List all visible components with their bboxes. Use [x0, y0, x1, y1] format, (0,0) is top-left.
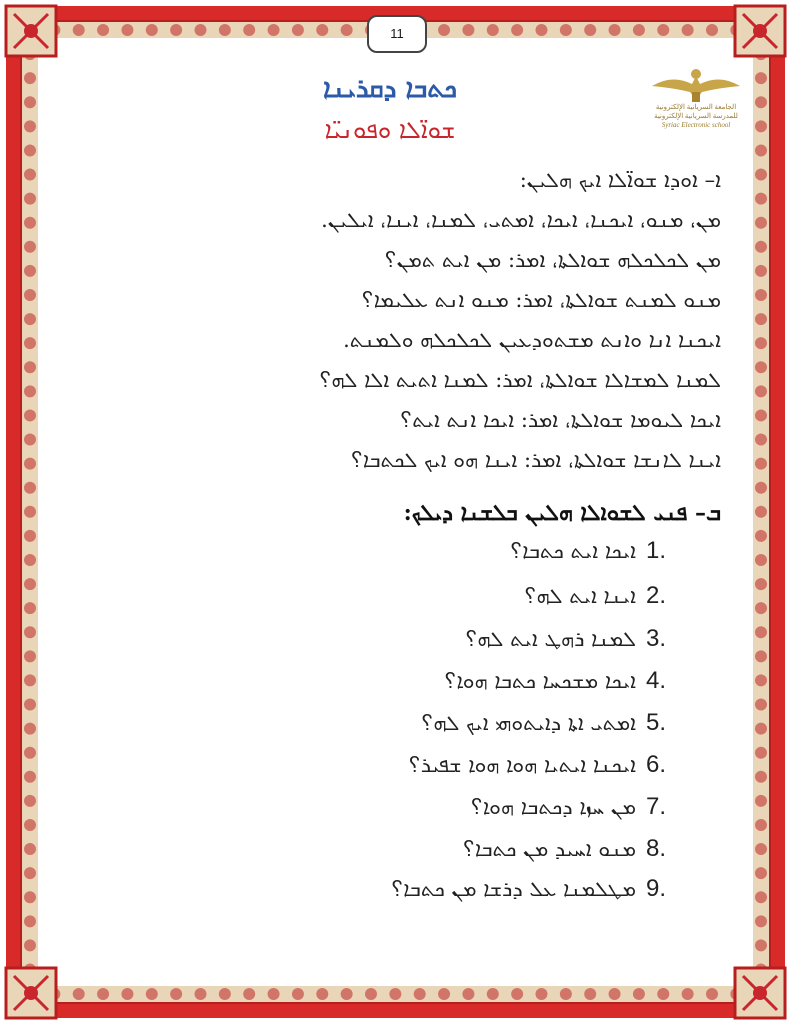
- section-a: [110, 168, 721, 498]
- text-line: ܐܝܟܢܐ ܐܢܐ ܘܐܢܬ ܡܫܬܘܕܥܝܢ ܠܟܠܟܠܗ ܘܠܡܢܬ.: [343, 328, 721, 352]
- text-line: ܐܝܟܐ ܠܝܘܡܐ ܫܘܐܠܬܐ، ܐܡܪ: ܐܝܟܐ ܐܢܬ ܐܝܬ؟: [400, 408, 721, 432]
- corner-ornament-icon: [733, 966, 787, 1020]
- question-text: ܠܡܢܐ ܪܗܛ ܐܝܬ ܠܗ؟: [465, 626, 636, 651]
- question-number: 6.: [646, 751, 667, 778]
- list-item: [392, 872, 680, 906]
- question-text: ܡܢ ܚܙܐ ܕܟܬܒܐ ܗܘܐ؟: [471, 794, 636, 819]
- question-text: ܐܝܢܐ ܐܝܬ ܠܗ؟: [524, 583, 636, 608]
- question-list: [300, 534, 680, 904]
- section-a-heading: ܐ– ܐܘܕܐ ܫܘܐ̈ܠܐ ܐܝܟ ܗܠܝܢ:: [519, 168, 721, 192]
- question-text: ܐܡܬܝ ܐܬܐ ܕܐܝܬܘܗܝ ܐܝܟ ܠܗ؟: [421, 710, 636, 735]
- list-item: [422, 706, 680, 740]
- list-item: [511, 534, 680, 568]
- page-title: ܟܬܒܐ ܕܩܪܝܢܐ: [323, 74, 457, 104]
- list-item: [445, 664, 680, 698]
- question-text: ܡܛܠܡܢܐ ܥܠ ܕܪܫܐ ܡܢ ܟܬܒܐ؟: [391, 876, 636, 901]
- list-item: [409, 748, 680, 782]
- corner-ornament-icon: [4, 4, 58, 58]
- question-number: 2.: [646, 582, 667, 609]
- page-subtitle: ܫܘܐ̈ܠܐ ܘܦܘܢܝ̈ܐ: [324, 116, 456, 144]
- section-b-heading: ܒ– ܦܢܝ ܠܫܘܐܠܐ ܗܠܝܢ ܒܠܫܢܐ ܕܝܠܟ:: [403, 500, 721, 526]
- text-line: ܡܢܘ ܠܡܢܬ ܫܘܐܠܬܐ، ܐܡܪ: ܡܢܘ ܐܢܬ ܥܠܝܡܐ؟: [362, 288, 721, 312]
- text-line: ܡܢ ܠܟܠܟܠܗ ܫܘܐܠܬܐ، ܐܡܪ: ܡܢ ܐܝܬ ܬܡܢ؟: [385, 248, 721, 272]
- question-text: ܡܢܘ ܐܚܝܕ ܡܢ ܟܬܒܐ؟: [463, 836, 636, 861]
- list-item: [471, 790, 680, 824]
- logo-english: Syriac Electronic school: [661, 121, 731, 129]
- list-item: [463, 832, 680, 866]
- question-number: 1.: [646, 537, 667, 564]
- question-number: 3.: [646, 625, 667, 652]
- corner-ornament-icon: [4, 966, 58, 1020]
- text-line: ܡܢ، ܡܢܘ، ܐܝܟܢܐ، ܐܝܟܐ، ܐܡܬܝ، ܠܡܢܐ، ܐܝܢܐ، ܐܝܠܝܢ.: [321, 208, 721, 232]
- question-text: ܐܝܟܐ ܡܫܟܚܐ ܟܬܒܐ ܗܘܐ؟: [444, 668, 636, 693]
- corner-ornament-icon: [733, 4, 787, 58]
- text-line: ܠܡܢܐ ܠܡܫܐܠܐ ܫܘܐܠܬܐ، ܐܡܪ: ܠܡܢܐ ܐܬܝܬ ܐܠܐ ܠܗ؟: [319, 368, 721, 392]
- question-number: 8.: [646, 835, 667, 862]
- list-item: [466, 622, 680, 656]
- logo-arabic-line1: الجامعة السريانية الإلكترونية: [655, 103, 737, 111]
- question-number: 4.: [646, 667, 667, 694]
- page-number: 11: [367, 15, 427, 53]
- question-number: 7.: [646, 793, 667, 820]
- question-number: 5.: [646, 709, 667, 736]
- logo-arabic-line2: للمدرسة السريانية الإلكترونية: [654, 112, 738, 120]
- question-number: 9.: [646, 875, 667, 902]
- question-text: ܐܝܟܐ ܐܝܬ ܟܬܒܐ؟: [510, 538, 636, 563]
- list-item: [525, 579, 680, 613]
- question-text: ܐܝܟܢܐ ܐܝܬܝܐ ܗܘܐ ܗܘܐ ܫܦܝܪ؟: [409, 752, 636, 777]
- logo-caption: [640, 103, 752, 130]
- text-line: ܐܝܢܐ ܠܐܢܫܐ ܫܘܐܠܬܐ، ܐܡܪ: ܐܝܢܐ ܗܘ ܐܝܟ ܠܟܬܒܐ؟: [351, 448, 721, 472]
